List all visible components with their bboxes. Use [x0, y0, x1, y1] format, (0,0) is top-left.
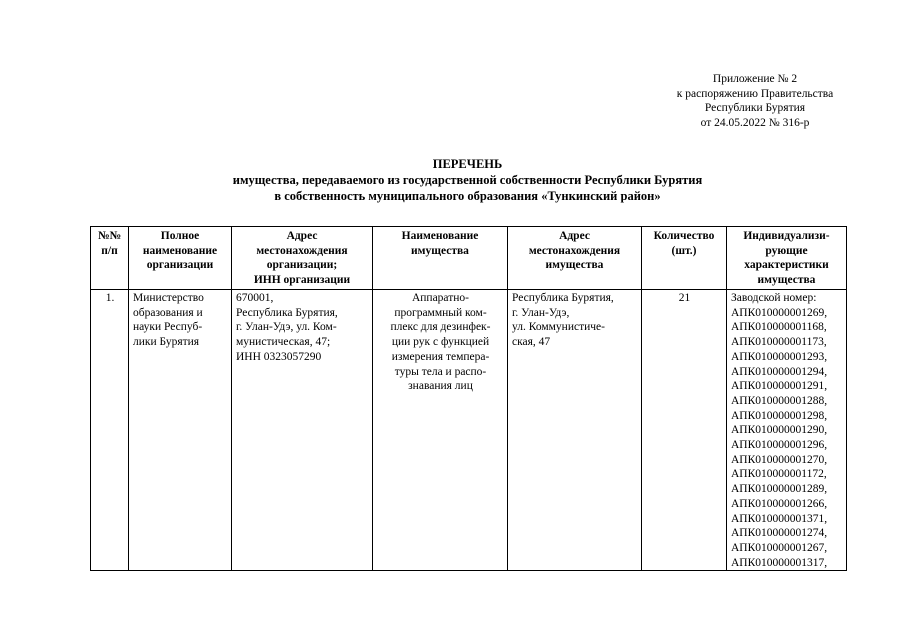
- table-row: [91, 290, 847, 571]
- serial-number: АПК010000001294,: [731, 365, 828, 378]
- serial-number: АПК010000001290,: [731, 424, 828, 437]
- header-org: Полное наименование организации: [129, 227, 232, 290]
- header-num: №№ п/п: [91, 227, 129, 290]
- serial-number: АПК010000001298,: [731, 409, 828, 422]
- cell-quantity: 21: [642, 290, 727, 571]
- cell-org-address: 670001, Республика Бурятия, г. Улан-Удэ, ул. Ком- мунистическая, 47; ИНН 0323057290: [232, 290, 373, 571]
- serial-number: АПК010000001317,: [731, 556, 828, 569]
- annex-line: от 24.05.2022 № 316-р: [700, 116, 810, 129]
- annex-line: Республики Бурятия: [704, 102, 806, 114]
- serial-number: АПК010000001270,: [731, 453, 828, 466]
- annex-line: Приложение № 2: [712, 73, 798, 85]
- serial-number: АПК010000001293,: [731, 350, 828, 363]
- annex-line: к распоряжению Правительства: [676, 87, 834, 100]
- serial-number: АПК010000001289,: [731, 483, 828, 496]
- cell-property-address: Республика Бурятия, г. Улан-Удэ, ул. Коммунистиче- ская, 47: [508, 290, 642, 571]
- serial-number: АПК010000001296,: [731, 439, 828, 452]
- serial-number: АПК010000001269,: [731, 306, 828, 319]
- header-quantity: Количество (шт.): [642, 227, 727, 290]
- serial-label: Заводской номер:: [731, 292, 817, 304]
- serial-number: АПК010000001371,: [731, 512, 828, 525]
- serial-number: АПК010000001274,: [731, 527, 828, 540]
- table-header-row: [91, 227, 847, 290]
- document-subtitle: в собственность муниципального образования «Тункинский район»: [274, 189, 661, 203]
- serial-number: АПК010000001172,: [731, 468, 827, 481]
- cell-characteristics: [727, 290, 847, 571]
- cell-org: Министерство образования и науки Респуб- лики Бурятия: [129, 290, 232, 571]
- header-org-address: Адрес местонахождения организации; ИНН организации: [232, 227, 373, 290]
- serial-number: АПК010000001288,: [731, 394, 828, 407]
- cell-num: 1.: [91, 290, 129, 571]
- document-title: ПЕРЕЧЕНЬ: [432, 157, 503, 171]
- header-property-address: Адрес местонахождения имущества: [508, 227, 642, 290]
- cell-property-name: Аппаратно- программный ком- плекс для дезинфек- ции рук с функцией измерения темпера- туры тела и распо- знавания лиц: [373, 290, 508, 571]
- header-characteristics: Индивидуализи- рующие характеристики имущества: [727, 227, 847, 290]
- document-subtitle: имущества, передаваемого из государственной собственности Республики Бурятия: [232, 173, 703, 187]
- header-property-name: Наименование имущества: [373, 227, 508, 290]
- serial-number: АПК010000001173,: [731, 336, 827, 349]
- serial-number: АПК010000001291,: [731, 380, 828, 393]
- serial-number: АПК010000001267,: [731, 541, 828, 554]
- annex-block: [640, 72, 870, 130]
- serial-number: АПК010000001266,: [731, 497, 828, 510]
- document-heading: [90, 156, 845, 204]
- serial-number: АПК010000001168,: [731, 321, 827, 334]
- property-table: [90, 226, 847, 571]
